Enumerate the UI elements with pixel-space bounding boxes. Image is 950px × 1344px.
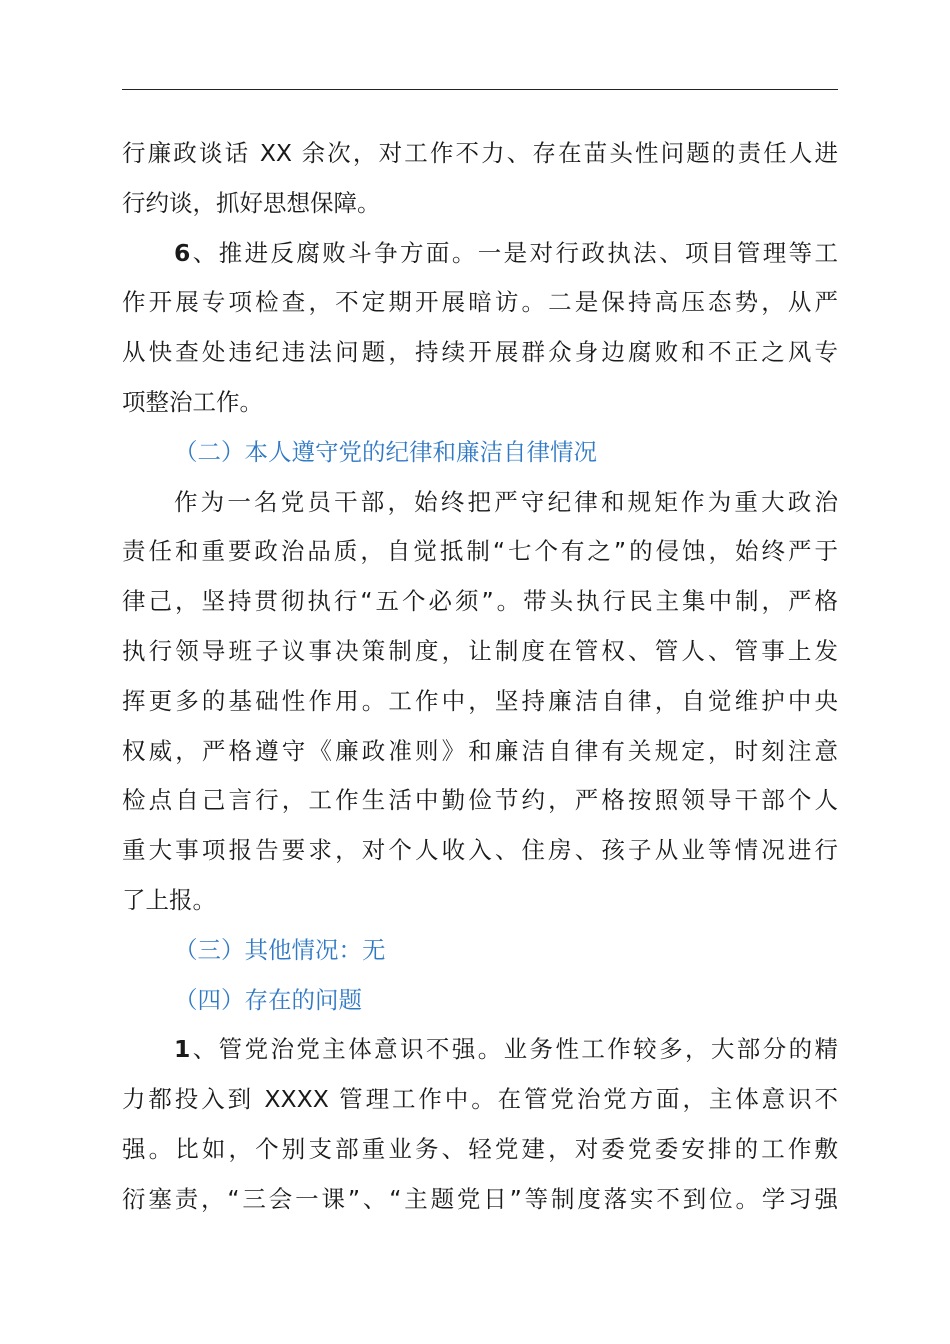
item-1-first-line xyxy=(122,1025,838,1075)
text-span: 、推进反腐败斗争方面。一是对行政执法、项目管理等工 xyxy=(190,238,838,267)
text-line: 律己，坚持贯彻执行“五个必须”。带头执行民主集中制，严格 xyxy=(122,587,838,616)
text-line: 作为一名党员干部，始终把严守纪律和规矩作为重大政治 xyxy=(174,487,838,516)
text-line: 行廉政谈话 XX 余次，对工作不力、存在苗头性问题的责任人进 xyxy=(122,139,838,167)
text-line: 作开展专项检查，不定期开展暗访。二是保持高压态势，从严 xyxy=(122,288,838,317)
item-6-first-line xyxy=(122,229,838,279)
text-line: 力都投入到 XXXX 管理工作中。在管党治党方面，主体意识不 xyxy=(122,1085,838,1114)
header-rule xyxy=(122,89,838,90)
text-line: 检点自己言行，工作生活中勤俭节约，严格按照领导干部个人 xyxy=(122,786,838,815)
text-line: 项整治工作。 xyxy=(122,387,263,416)
text-line: 了上报。 xyxy=(122,885,216,914)
text-line: 行约谈，抓好思想保障。 xyxy=(122,188,381,217)
section-heading-3: （三）其他情况：无 xyxy=(174,935,386,964)
document-body xyxy=(122,129,838,1225)
text-line: 责任和重要政治品质，自觉抵制“七个有之”的侵蚀，始终严于 xyxy=(122,537,838,566)
text-span: 、管党治党主体意识不强。业务性工作较多，大部分的精 xyxy=(190,1035,838,1064)
text-line: 挥更多的基础性作用。工作中，坚持廉洁自律，自觉维护中央 xyxy=(122,686,838,715)
item-number: 1 xyxy=(174,1035,191,1064)
text-line: 衍塞责，“三会一课”、“主题党日”等制度落实不到位。学习强 xyxy=(122,1184,838,1213)
text-line: 权威，严格遵守《廉政准则》和廉洁自律有关规定，时刻注意 xyxy=(122,736,838,765)
text-line: 重大事项报告要求，对个人收入、住房、孩子从业等情况进行 xyxy=(122,836,838,865)
section-heading-2: （二）本人遵守党的纪律和廉洁自律情况 xyxy=(174,437,597,466)
text-line: 从快查处违纪违法问题，持续开展群众身边腐败和不正之风专 xyxy=(122,338,838,367)
text-line: 执行领导班子议事决策制度，让制度在管权、管人、管事上发 xyxy=(122,636,838,665)
item-number: 6 xyxy=(174,238,191,267)
section-heading-4: （四）存在的问题 xyxy=(174,985,362,1014)
text-line: 强。比如，个别支部重业务、轻党建，对委党委安排的工作敷 xyxy=(122,1134,838,1163)
